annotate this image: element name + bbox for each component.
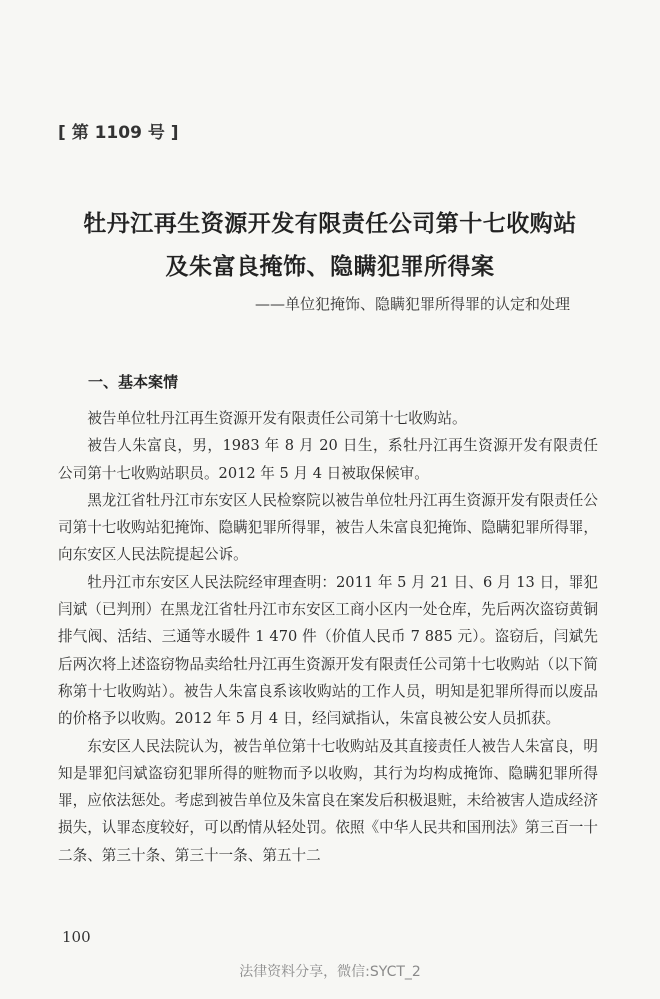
paragraph: 被告单位牡丹江再生资源开发有限责任公司第十七收购站。 xyxy=(87,410,467,427)
page-number: 100 xyxy=(62,928,91,946)
case-number: [ 第 1109 号 ] xyxy=(58,123,179,143)
subtitle: ——单位犯掩饰、隐瞒犯罪所得罪的认定和处理 xyxy=(254,295,570,313)
title-line-2: 及朱富良掩饰、隐瞒犯罪所得案 xyxy=(165,254,495,280)
paragraph: 牡丹江市东安区人民法院经审理查明：2011 年 5 月 21 日、6 月 13 日，罪犯闫斌（已判刑）在黑龙江省牡丹江市东安区工商小区内一处仓库，先后两次盗窃黄铜排气阀、活结、三通等水暖件 1 470 件（价值人民币 7 885 元）。盗窃后，闫斌先后两次将上述盗窃物品卖给牡丹江再生资源开发有限责任公司第十七收购站（以下简称第十七收购站）。被告人朱富良系该收购站的工作人员，明知是犯罪所得而以废品的价格予以收购。2012 年 5 月 4 日，经闫斌指认，朱富良被公安人员抓获。 xyxy=(58,573,598,728)
paragraph: 东安区人民法院认为，被告单位第十七收购站及其直接责任人被告人朱富良，明知是罪犯闫斌盗窃犯罪所得的赃物而予以收购，其行为均构成掩饰、隐瞒犯罪所得罪，应依法惩处。考虑到被告单位及朱富良在案发后积极退赃，未给被害人造成经济损失，认罪态度较好，可以酌情从轻处罚。依照《中华人民共和国刑法》第三百一十二条、第三十条、第三十一条、第五十二 xyxy=(58,737,598,864)
paragraph: 黑龙江省牡丹江市东安区人民检察院以被告单位牡丹江再生资源开发有限责任公司第十七收购站犯掩饰、隐瞒犯罪所得罪，被告人朱富良犯掩饰、隐瞒犯罪所得罪，向东安区人民法院提起公诉。 xyxy=(58,491,598,564)
title-line-1: 牡丹江再生资源开发有限责任公司第十七收购站 xyxy=(83,211,577,237)
body-text xyxy=(58,405,598,869)
paragraph: 被告人朱富良，男，1983 年 8 月 20 日生，系牡丹江再生资源开发有限责任公司第十七收购站职员。2012 年 5 月 4 日被取保候审。 xyxy=(58,437,598,482)
watermark-text: 法律资料分享，微信:SYCT_2 xyxy=(239,964,421,980)
section-heading: 一、基本案情 xyxy=(88,373,179,391)
